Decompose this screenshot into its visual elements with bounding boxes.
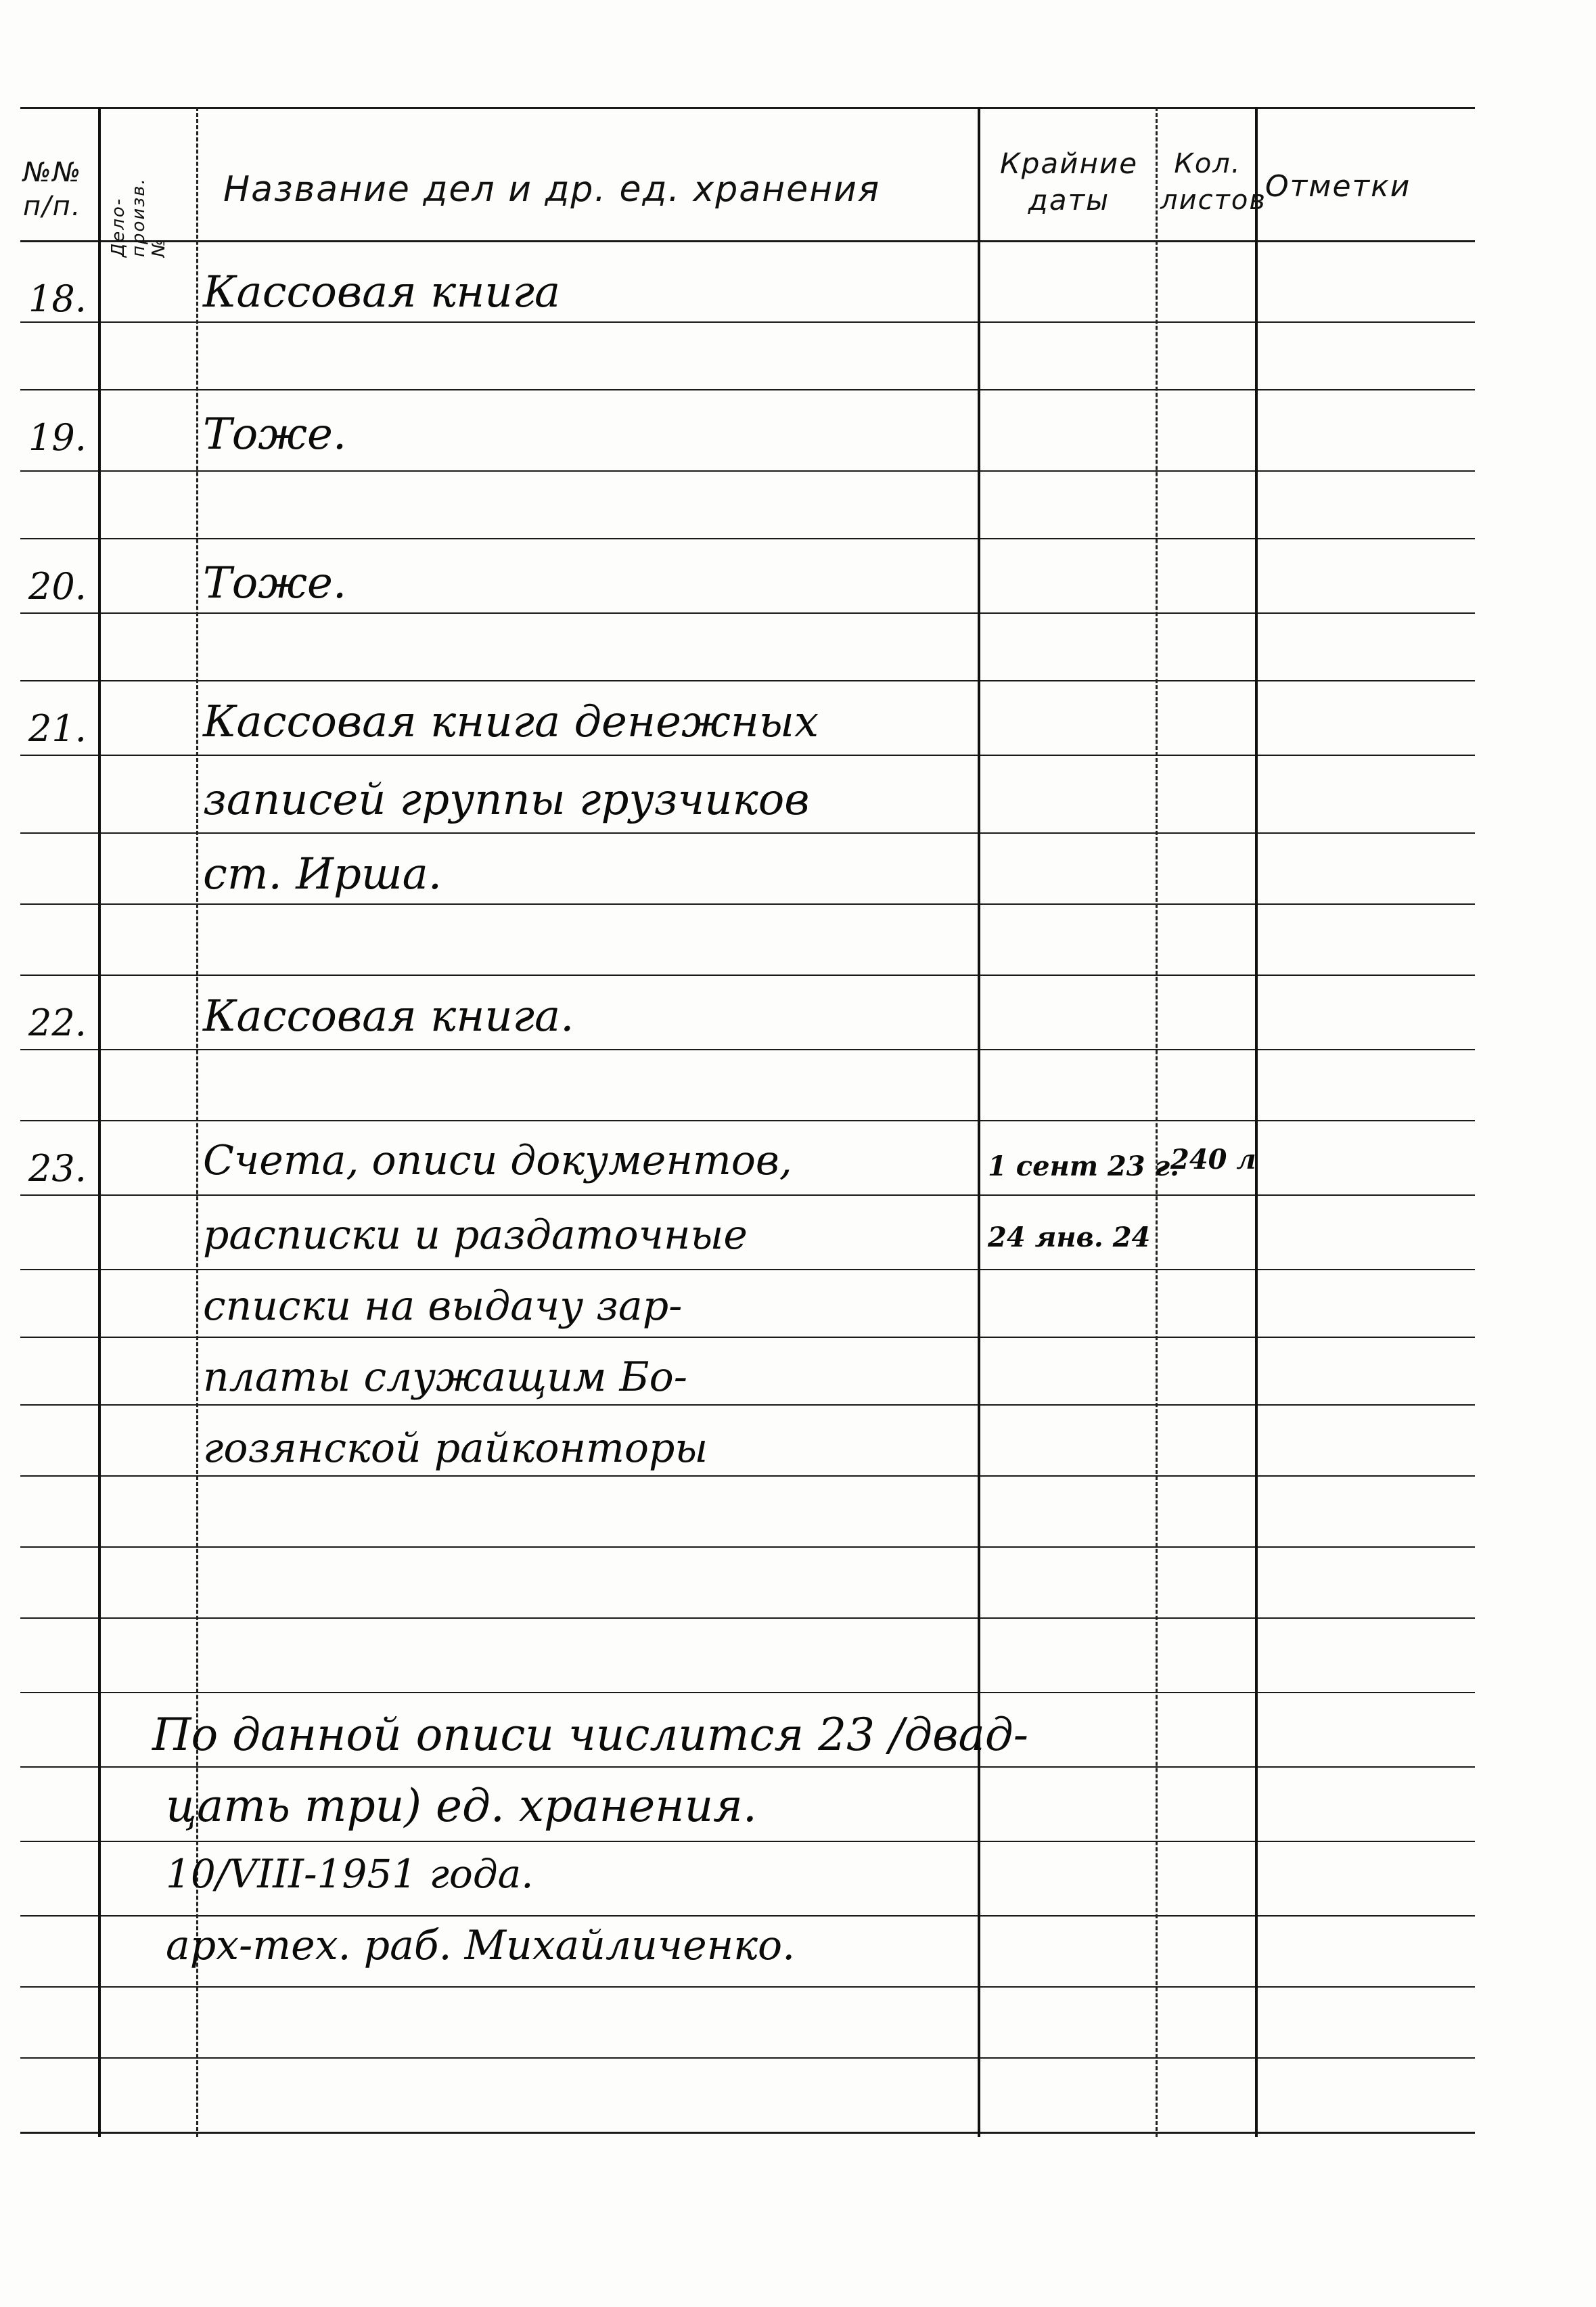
footer-signature-line: арх-тех. раб. Михайличенко. (166, 1922, 796, 1969)
row-title-line: ст. Ирша. (203, 849, 442, 899)
row-number: 22. (28, 1002, 87, 1044)
row-title-line: Тоже. (203, 409, 347, 460)
row-title-line: Кассовая книга (203, 267, 561, 317)
row-title-line: гозянской райконторы (203, 1425, 708, 1472)
row-number: 23. (28, 1147, 87, 1190)
column-border (1156, 107, 1158, 2137)
header-number-label: №№ п/п. (23, 157, 83, 222)
row-title-line: Счета, описи документов, (203, 1137, 792, 1184)
header-title-label: Название дел и др. ед. хранения (223, 169, 881, 210)
column-border (1255, 107, 1258, 2137)
footer-count-line: По данной описи числится 23 /двад- (152, 1709, 1029, 1761)
row-title-line: Кассовая книга денежных (203, 697, 819, 747)
header-dates-label: Крайние даты (999, 147, 1139, 217)
row-number: 21. (28, 707, 87, 750)
row-number: 19. (28, 416, 87, 459)
header-case-label: Дело-произв. № (108, 177, 169, 257)
row-dates-end: 24 янв. 24 (988, 1222, 1151, 1253)
footer-count-line: цать три) ед. хранения. (166, 1780, 757, 1832)
row-sheet-count: 240 л (1170, 1144, 1256, 1175)
row-number: 20. (28, 565, 87, 608)
row-title-line: расписки и раздаточные (203, 1211, 748, 1259)
column-border (196, 107, 198, 2137)
column-border (978, 107, 980, 2137)
row-title-line: платы служащим Бо- (203, 1353, 688, 1401)
header-sheets-label: Кол. листов (1160, 148, 1267, 216)
column-border (98, 107, 101, 2137)
header-notes-label: Отметки (1265, 169, 1411, 204)
footer-date-line: 10/VIII-1951 года. (166, 1851, 534, 1897)
row-title-line: Кассовая книга. (203, 991, 574, 1041)
row-dates-start: 1 сент 23 г. (988, 1150, 1179, 1182)
row-number: 18. (28, 277, 87, 320)
row-title-line: списки на выдачу зар- (203, 1282, 683, 1330)
row-title-line: Тоже. (203, 558, 347, 608)
row-title-line: записей группы грузчиков (203, 775, 810, 825)
